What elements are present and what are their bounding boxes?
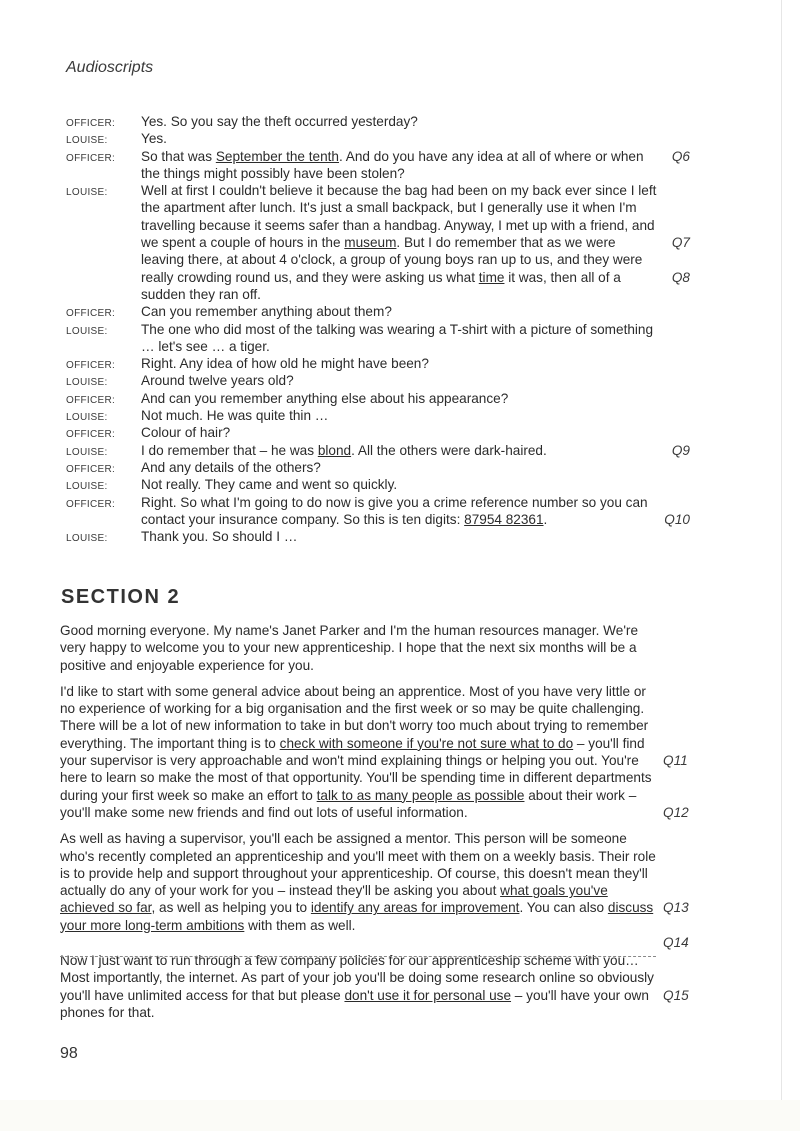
speech-text bbox=[141, 390, 661, 407]
speech-text bbox=[141, 303, 661, 320]
speech-text bbox=[141, 407, 661, 424]
speech-text bbox=[141, 528, 661, 545]
speech-text bbox=[141, 130, 661, 147]
text-run: Thank you. So should I … bbox=[141, 529, 298, 545]
underlined-answer: 87954 82361 bbox=[464, 511, 544, 527]
speaker-label: OFFICER: bbox=[66, 152, 116, 164]
question-ref: Q10 bbox=[664, 511, 690, 527]
speaker-label: OFFICER: bbox=[66, 394, 116, 406]
speaker-label: OFFICER: bbox=[66, 498, 116, 510]
section-2-body bbox=[60, 622, 689, 1030]
speaker-label: LOUISE: bbox=[66, 325, 108, 337]
speaker-label: LOUISE: bbox=[66, 377, 108, 389]
text-run: As well as having a supervisor, you'll each be assigned a mentor. This person will be someone who's recently completed an apprenticeship and you'll meet with them on a weekly basis. Their role is to provide help and support throughout your apprenticeship. Of course, this doesn't mean they'll actually do any of your work for you – instead they'll be asking you about bbox=[60, 831, 656, 899]
speech-text bbox=[141, 459, 661, 476]
speaker-label: OFFICER: bbox=[66, 118, 116, 129]
speech-text bbox=[141, 494, 661, 529]
dialogue-line bbox=[66, 182, 706, 303]
text-run: Yes. So you say the theft occurred yesterday? bbox=[141, 114, 418, 129]
dialogue bbox=[66, 113, 706, 545]
text-run: it was, then all of a sudden they ran off. bbox=[141, 269, 621, 302]
speaker-label: OFFICER: bbox=[66, 360, 116, 372]
text-run: I'd like to start with some general advice about being an apprentice. Most of you have very little or no experience of working for a big organisation and the first week or so may be quite challenging. There will be a lot of new information to take in but don't worry too much about trying to remember everything. The important thing is to bbox=[60, 683, 649, 751]
question-ref: Q12 bbox=[663, 804, 689, 820]
dialogue-line bbox=[66, 321, 706, 356]
underlined-answer: museum bbox=[344, 235, 397, 251]
speech-text bbox=[141, 442, 661, 459]
text-run: – you'll have your own phones for that. bbox=[60, 987, 649, 1020]
running-head: Audioscripts bbox=[66, 59, 154, 76]
dialogue-line bbox=[66, 494, 706, 529]
underlined-answer: discuss your more long-term ambitions bbox=[60, 900, 654, 933]
divider bbox=[60, 956, 656, 957]
speaker-label: OFFICER: bbox=[66, 463, 116, 475]
question-ref: Q14 bbox=[663, 935, 689, 951]
text-run: . And do you have any idea at all of where or when the things might possibly have been stolen? bbox=[141, 148, 644, 181]
underlined-answer: time bbox=[478, 269, 505, 285]
text-run: Now I just want to run through a few company policies for our apprenticeship scheme with you… Most importantly, the internet. As part of your job you'll be doing some research online so obviously you'll have unlimited access for that but please bbox=[60, 953, 654, 1003]
speech-text bbox=[141, 182, 661, 303]
question-ref: Q13 bbox=[663, 900, 689, 916]
paragraph-text bbox=[60, 952, 660, 1021]
text-run: . bbox=[543, 511, 548, 527]
dialogue-line bbox=[66, 528, 706, 545]
paragraph bbox=[60, 952, 689, 1021]
dialogue-line bbox=[66, 113, 706, 130]
text-run: Around twelve years old? bbox=[141, 373, 294, 389]
paragraph-text bbox=[60, 683, 660, 821]
speech-text bbox=[141, 476, 661, 493]
paragraph bbox=[60, 622, 660, 674]
dialogue-line bbox=[66, 372, 706, 389]
dialogue-line bbox=[66, 303, 706, 320]
dialogue-line bbox=[66, 148, 706, 183]
text-run: Yes. bbox=[141, 131, 167, 147]
text-run: Good morning everyone. My name's Janet Parker and I'm the human resources manager. We're very happy to welcome you to your new apprenticeship. I hope that the next six months will be a positive and enjoyable experience for you. bbox=[60, 623, 638, 673]
text-run: And can you remember anything else about his appearance? bbox=[141, 390, 509, 406]
speech-text bbox=[141, 321, 661, 356]
text-run: Not much. He was quite thin … bbox=[141, 408, 329, 424]
text-run: The one who did most of the talking was wearing a T-shirt with a picture of something … let's see … a tiger. bbox=[141, 321, 654, 354]
underlined-answer: identify any areas for improvement bbox=[310, 900, 520, 916]
speaker-label: LOUISE: bbox=[66, 135, 108, 147]
speaker-label: OFFICER: bbox=[66, 308, 116, 320]
paragraph-text bbox=[60, 830, 660, 934]
speech-text bbox=[141, 148, 661, 183]
dialogue-line bbox=[66, 476, 706, 493]
paragraph-text bbox=[60, 622, 660, 674]
dialogue-line bbox=[66, 424, 706, 441]
underlined-answer: blond bbox=[317, 442, 352, 458]
text-run: Right. So what I'm going to do now is give you a crime reference number so you can contact your insurance company. So this is ten digits: bbox=[141, 494, 648, 527]
text-run: Right. Any idea of how old he might have been? bbox=[141, 356, 429, 372]
text-run: So that was bbox=[141, 148, 216, 164]
underlined-answer: what goals you've achieved so far bbox=[60, 883, 608, 916]
text-run: . All the others were dark-haired. bbox=[351, 442, 547, 458]
dialogue-line bbox=[66, 442, 706, 459]
underlined-answer: don't use it for personal use bbox=[344, 987, 512, 1003]
underlined-answer: check with someone if you're not sure what to do bbox=[279, 735, 574, 751]
speech-text bbox=[141, 355, 661, 372]
text-run: with them as well. bbox=[244, 917, 356, 933]
question-ref: Q9 bbox=[671, 442, 690, 458]
speaker-label: OFFICER: bbox=[66, 429, 116, 441]
speech-text bbox=[141, 372, 661, 389]
text-run: I do remember that – he was bbox=[141, 442, 318, 458]
question-ref: Q15 bbox=[663, 987, 689, 1003]
speech-text bbox=[141, 113, 661, 130]
section-title: SECTION 2 bbox=[61, 586, 181, 608]
dialogue-line bbox=[66, 130, 706, 147]
text-run: And any details of the others? bbox=[141, 459, 321, 475]
question-ref: Q11 bbox=[663, 753, 688, 769]
speaker-label: LOUISE: bbox=[66, 412, 108, 424]
question-ref: Q7 bbox=[671, 235, 690, 251]
speaker-label: LOUISE: bbox=[66, 446, 108, 458]
text-run: Well at first I couldn't believe it because the bag had been on my back ever since I left the apartment after lunch. It's just a small backpack, but I generally use it when I'm travelling because it seems safer than a handbag. Anyway, I met up with a friend, and we spent a couple of hours in the bbox=[141, 183, 657, 251]
page-edge bbox=[781, 0, 782, 1100]
question-ref: Q6 bbox=[671, 148, 690, 164]
speaker-label: LOUISE: bbox=[66, 187, 108, 199]
text-run: Colour of hair? bbox=[141, 425, 231, 441]
dialogue-line bbox=[66, 390, 706, 407]
page-number: 98 bbox=[60, 1045, 78, 1062]
underlined-answer: September the tenth bbox=[215, 148, 339, 164]
dialogue-line bbox=[66, 407, 706, 424]
speaker-label: LOUISE: bbox=[66, 481, 108, 493]
speaker-label: LOUISE: bbox=[66, 533, 108, 545]
text-run: about their work – you'll make some new friends and find out lots of useful information. bbox=[60, 787, 637, 820]
dialogue-line bbox=[66, 355, 706, 372]
dialogue-line bbox=[66, 459, 706, 476]
question-ref: Q8 bbox=[671, 269, 690, 285]
text-run: Can you remember anything about them? bbox=[141, 304, 392, 320]
text-run: , as well as helping you to bbox=[151, 900, 311, 916]
paragraph bbox=[60, 830, 689, 951]
underlined-answer: talk to as many people as possible bbox=[316, 787, 525, 803]
text-run: . But I do remember that as we were leaving there, at about 4 o'clock, a group of young boys ran up to us, and they were really crowding round us, and they were asking us what bbox=[141, 235, 643, 285]
speech-text bbox=[141, 424, 661, 441]
text-run: Not really. They came and went so quickly. bbox=[141, 477, 398, 493]
bottom-strip bbox=[0, 1100, 800, 1131]
text-run: . You can also bbox=[519, 900, 608, 916]
paragraph bbox=[60, 683, 689, 821]
text-run: – you'll find your supervisor is very approachable and won't mind explaining things or helping you out. You're here to learn so make the most of that opportunity. You'll be spending time in different departments during your first week so make an effort to bbox=[60, 735, 652, 803]
